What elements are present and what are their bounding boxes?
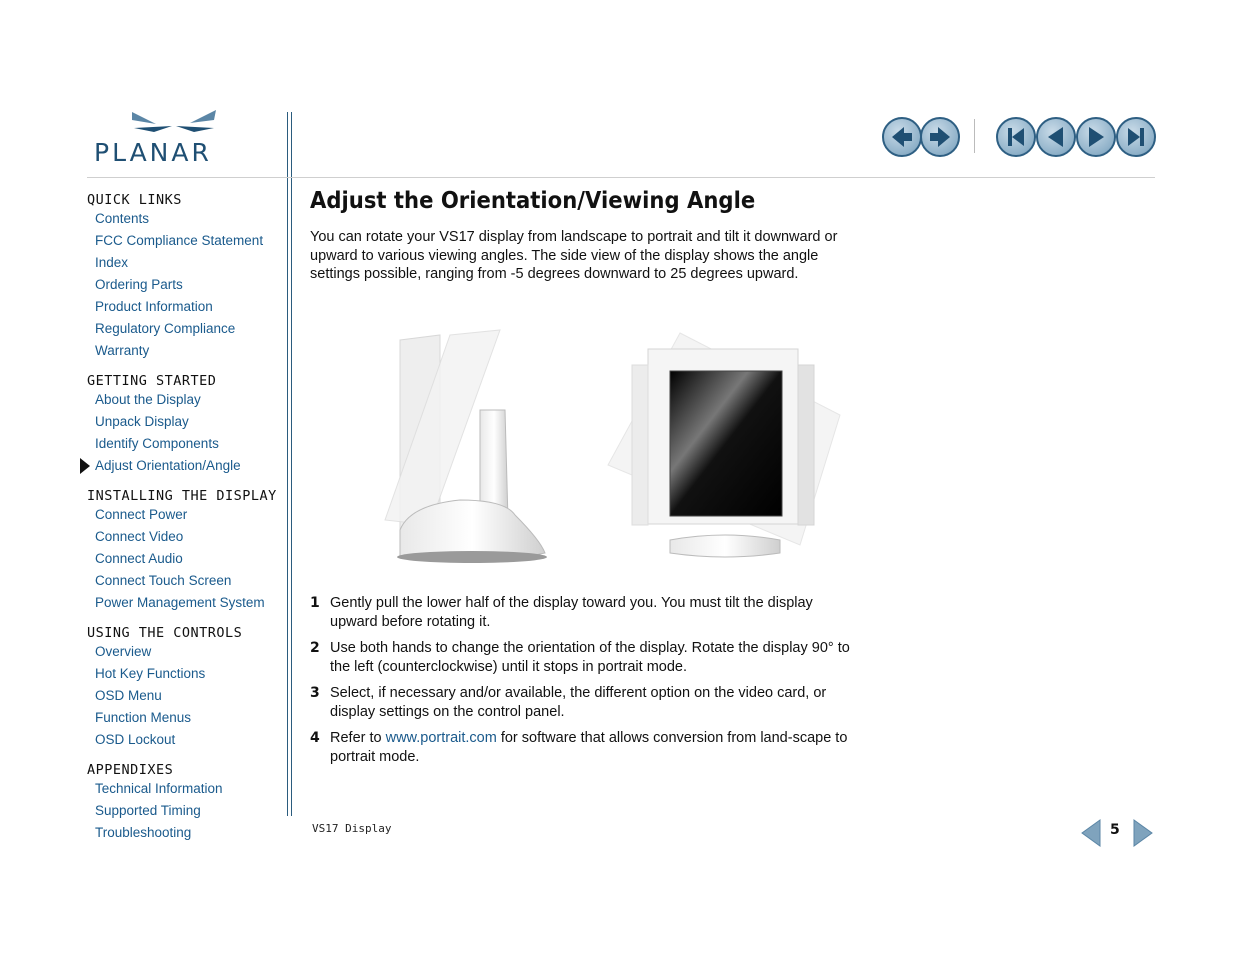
- first-page-icon: [998, 119, 1034, 155]
- sidebar-nav: [87, 192, 282, 845]
- sidebar-item-identify-components[interactable]: Identify Components: [95, 436, 219, 451]
- sidebar-item-contents[interactable]: Contents: [95, 211, 150, 226]
- sidebar-item-warranty[interactable]: Warranty: [95, 343, 150, 358]
- logo-wordmark: PLANAR: [94, 138, 212, 167]
- step-text: Select, if necessary and/or available, the different option on the video card, or display settings on the control panel.: [330, 685, 827, 720]
- sidebar-item-ordering-parts[interactable]: Ordering Parts: [95, 277, 183, 292]
- planar-logo: [94, 108, 252, 168]
- next-page-button[interactable]: [1076, 117, 1116, 157]
- sidebar-item-connect-video[interactable]: Connect Video: [95, 529, 184, 544]
- step-number: 2: [310, 640, 320, 656]
- step-text: Gently pull the lower half of the display toward you. You must tilt the display upward before rotating it.: [330, 595, 813, 630]
- sidebar-item-product-information[interactable]: Product Information: [95, 299, 213, 314]
- last-page-icon: [1118, 119, 1154, 155]
- first-page-button[interactable]: [996, 117, 1036, 157]
- previous-page-arrow-icon[interactable]: [1080, 818, 1102, 848]
- sidebar-item-fcc-compliance[interactable]: FCC Compliance Statement: [95, 233, 264, 248]
- sidebar-item-osd-menu[interactable]: OSD Menu: [95, 688, 162, 703]
- forward-icon: [922, 119, 958, 155]
- sidebar-item-connect-power[interactable]: Connect Power: [95, 507, 188, 522]
- sidebar-item-hot-key-functions[interactable]: Hot Key Functions: [95, 666, 206, 681]
- sidebar-item-function-menus[interactable]: Function Menus: [95, 710, 192, 725]
- step-item: [310, 684, 850, 722]
- nav-separator: [974, 119, 975, 153]
- instruction-steps: [310, 594, 850, 774]
- step-text-after: for software that allows conversion from land-scape to portrait mode.: [330, 730, 848, 765]
- sidebar-item-power-management[interactable]: Power Management System: [95, 595, 265, 610]
- step-item: [310, 729, 850, 767]
- footer-document-label: VS17 Display: [312, 822, 392, 835]
- sidebar-item-adjust-orientation[interactable]: Adjust Orientation/Angle: [87, 456, 282, 478]
- sidebar-item-troubleshooting[interactable]: Troubleshooting: [95, 825, 192, 840]
- sidebar-item-technical-information[interactable]: Technical Information: [95, 781, 223, 796]
- section-heading-using-controls: USING THE CONTROLS: [87, 625, 243, 641]
- step-item: [310, 639, 850, 677]
- side-view-monitor: [385, 330, 547, 563]
- sidebar-item-osd-lockout[interactable]: OSD Lockout: [95, 732, 176, 747]
- sidebar-item-connect-touch-screen[interactable]: Connect Touch Screen: [95, 573, 232, 588]
- header-divider: [87, 177, 1155, 178]
- step-text-before: Refer to: [330, 730, 386, 746]
- sidebar-item-about-display[interactable]: About the Display: [95, 392, 201, 407]
- sidebar-item-connect-audio[interactable]: Connect Audio: [95, 551, 183, 566]
- sidebar-divider: [287, 112, 292, 816]
- sidebar-item-index[interactable]: Index: [95, 255, 129, 270]
- previous-page-icon: [1038, 119, 1074, 155]
- sidebar-item-regulatory-compliance[interactable]: Regulatory Compliance: [95, 321, 236, 336]
- page-navigation: [880, 117, 1155, 157]
- sidebar-item-supported-timing[interactable]: Supported Timing: [95, 803, 201, 818]
- section-heading-quick-links: QUICK LINKS: [87, 192, 182, 208]
- last-page-button[interactable]: [1116, 117, 1156, 157]
- portrait-website-link[interactable]: www.portrait.com: [385, 730, 497, 746]
- front-view-monitor: [608, 333, 840, 557]
- step-number: 4: [310, 730, 320, 746]
- display-orientation-illustration: [340, 325, 850, 570]
- page-title: Adjust the Orientation/Viewing Angle: [310, 188, 756, 214]
- previous-page-button[interactable]: [1036, 117, 1076, 157]
- back-button[interactable]: [882, 117, 922, 157]
- section-heading-installing: INSTALLING THE DISPLAY: [87, 488, 277, 504]
- main-content: [310, 185, 870, 284]
- planar-logo-mark: [94, 108, 252, 142]
- section-heading-getting-started: GETTING STARTED: [87, 373, 217, 389]
- step-number: 3: [310, 685, 320, 701]
- intro-paragraph: You can rotate your VS17 display from landscape to portrait and tilt it downward or upward to various viewing angles. The side view of the display shows the angle settings possible, ranging from -5 degrees downward to 25 degrees upward.: [310, 229, 838, 282]
- step-item: [310, 594, 850, 632]
- sidebar-item-overview[interactable]: Overview: [95, 644, 152, 659]
- forward-button[interactable]: [920, 117, 960, 157]
- step-number: 1: [310, 595, 320, 611]
- sidebar-item-unpack-display[interactable]: Unpack Display: [95, 414, 189, 429]
- section-heading-appendixes: APPENDIXES: [87, 762, 174, 778]
- page-number: 5: [1110, 822, 1120, 838]
- next-page-arrow-icon[interactable]: [1132, 818, 1154, 848]
- back-icon: [884, 119, 920, 155]
- step-text: Use both hands to change the orientation of the display. Rotate the display 90° to the left (counterclockwise) until it stops in portrait mode.: [330, 640, 850, 675]
- next-page-icon: [1078, 119, 1114, 155]
